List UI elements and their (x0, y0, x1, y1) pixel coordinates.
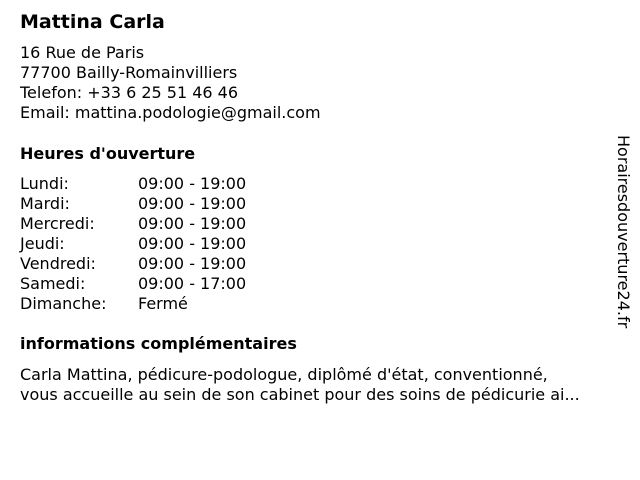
hours-row-saturday (20, 274, 246, 294)
time-range: 09:00 - 19:00 (138, 254, 247, 273)
day-label: Dimanche: (20, 294, 107, 313)
day-label: Samedi: (20, 274, 86, 293)
time-range: 09:00 - 19:00 (138, 174, 247, 193)
site-watermark: Horairesdouverture24.fr (614, 135, 633, 329)
day-label: Mardi: (20, 194, 70, 213)
opening-hours-table (20, 174, 246, 314)
hours-row-sunday (20, 294, 246, 314)
email-address: Email: mattina.podologie@gmail.com (20, 103, 321, 122)
additional-info-text (20, 365, 630, 405)
additional-info-heading: informations complémentaires (20, 334, 297, 353)
day-label: Jeudi: (20, 234, 65, 253)
phone-number: Telefon: +33 6 25 51 46 46 (20, 83, 239, 102)
day-label: Vendredi: (20, 254, 96, 273)
hours-row-tuesday (20, 194, 246, 214)
opening-hours-heading: Heures d'ouverture (20, 144, 196, 163)
address-block (20, 43, 321, 123)
city-line: 77700 Bailly-Romainvilliers (20, 63, 238, 82)
street-address: 16 Rue de Paris (20, 43, 145, 62)
day-label: Mercredi: (20, 214, 95, 233)
day-label: Lundi: (20, 174, 69, 193)
time-range: 09:00 - 19:00 (138, 234, 247, 253)
hours-row-friday (20, 254, 246, 274)
business-name: Mattina Carla (20, 11, 165, 33)
info-line: Carla Mattina, pédicure-podologue, diplômé d'état, conventionné, (20, 365, 548, 384)
hours-row-monday (20, 174, 246, 194)
time-range: 09:00 - 19:00 (138, 194, 247, 213)
time-range: 09:00 - 17:00 (138, 274, 247, 293)
hours-row-thursday (20, 234, 246, 254)
time-range: 09:00 - 19:00 (138, 214, 247, 233)
info-line: vous accueille au sein de son cabinet pour des soins de pédicurie ai... (20, 385, 580, 404)
hours-row-wednesday (20, 214, 246, 234)
time-range: Fermé (138, 294, 188, 313)
